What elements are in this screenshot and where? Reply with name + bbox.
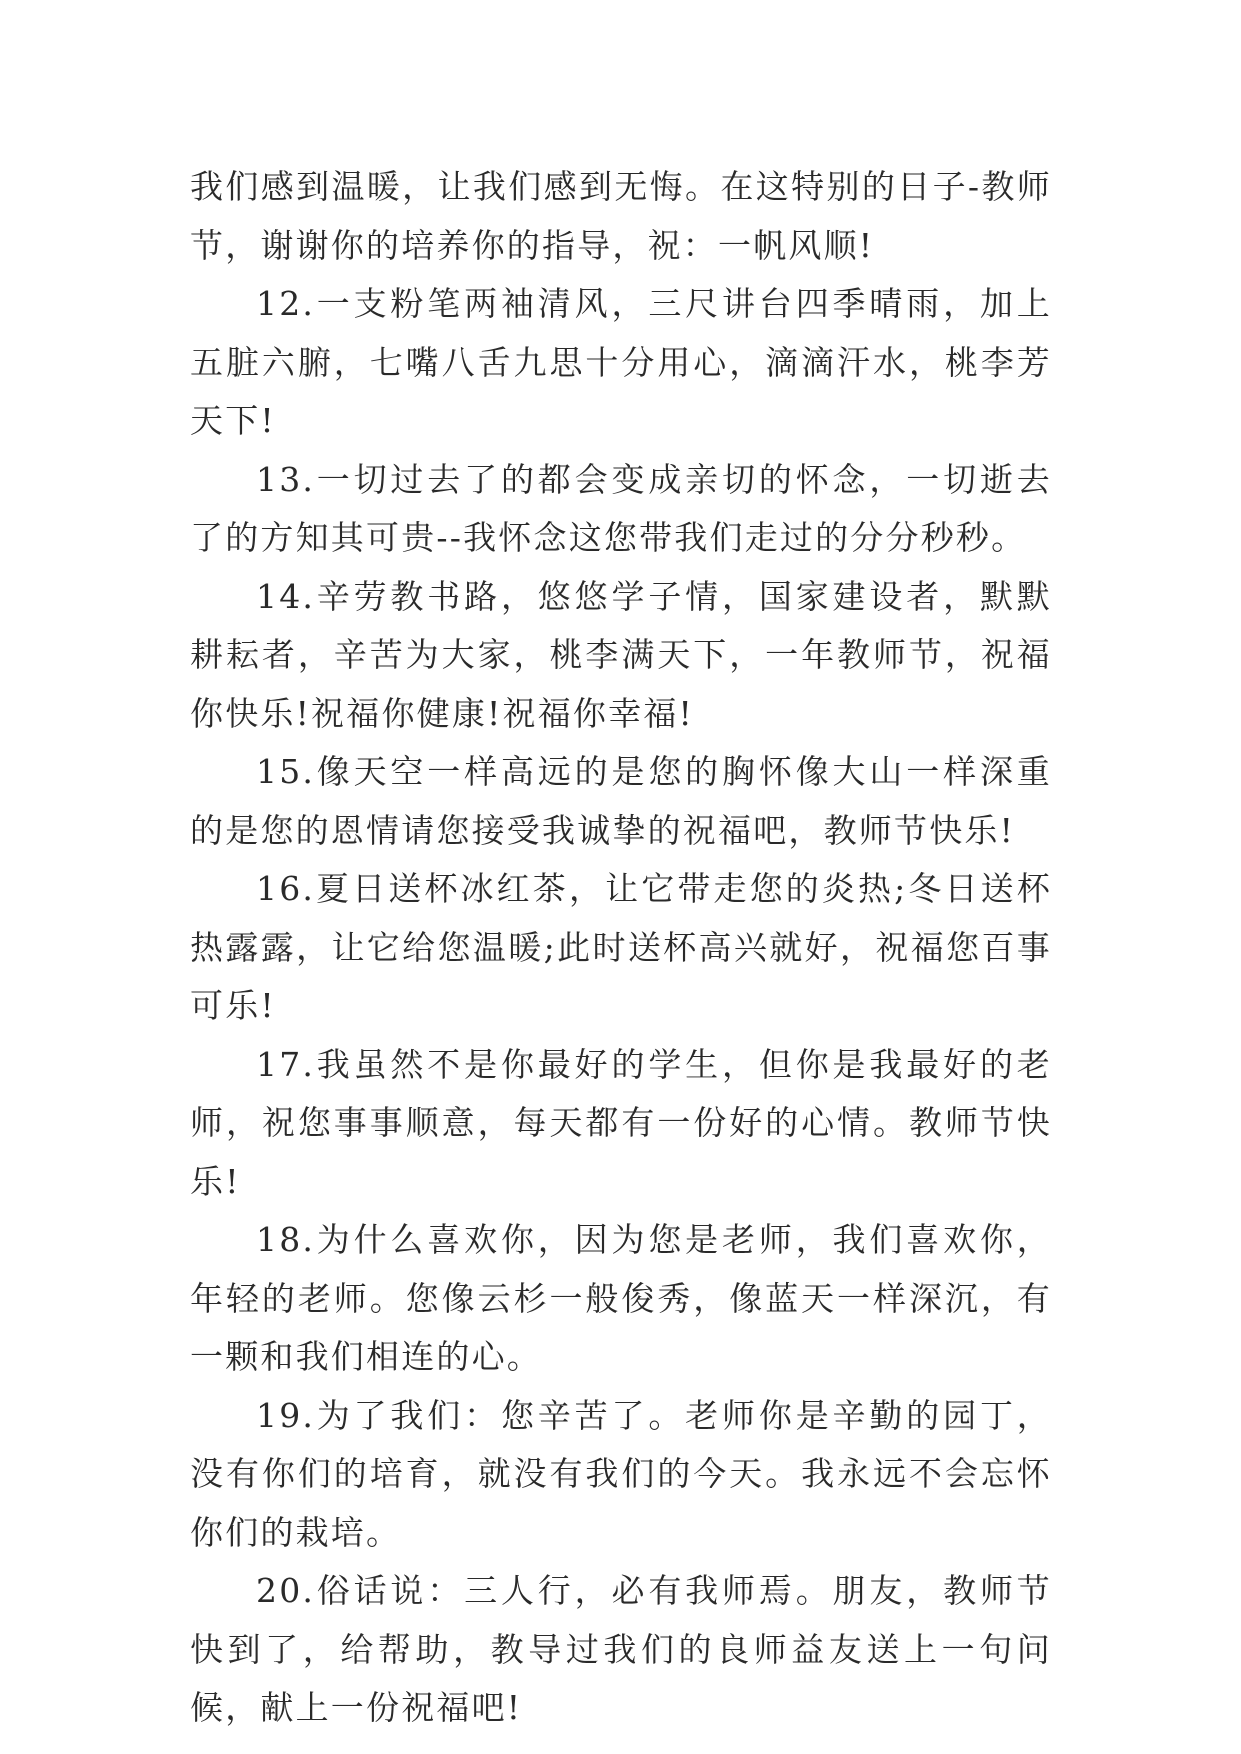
paragraph-continued: 我们感到温暖，让我们感到无悔。在这特别的日子-教师节，谢谢你的培养你的指导，祝：一帆风顺! — [190, 167, 1052, 265]
paragraph-12: 12.一支粉笔两袖清风，三尺讲台四季晴雨，加上五脏六腑，七嘴八舌九思十分用心，滴滴汗水，桃李芳天下! — [190, 284, 1052, 440]
paragraph-18: 18.为什么喜欢你，因为您是老师，我们喜欢你，年轻的老师。您像云杉一般俊秀，像蓝天一样深沉，有一颗和我们相连的心。 — [190, 1220, 1052, 1376]
paragraph-17: 17.我虽然不是你最好的学生，但你是我最好的老师，祝您事事顺意，每天都有一份好的心情。教师节快乐! — [190, 1044, 1052, 1201]
paragraph-13: 13.一切过去了的都会变成亲切的怀念，一切逝去了的方知其可贵--我怀念这您带我们走过的分分秒秒。 — [190, 459, 1052, 557]
paragraph-14: 14.辛劳教书路，悠悠学子情，国家建设者，默默耕耘者，辛苦为大家，桃李满天下，一年教师节，祝福你快乐!祝福你健康!祝福你幸福! — [190, 576, 1052, 733]
paragraph-20: 20.俗话说：三人行，必有我师焉。朋友，教师节快到了，给帮助，教导过我们的良师益友送上一句问候，献上一份祝福吧! — [190, 1571, 1052, 1727]
paragraph-16: 16.夏日送杯冰红茶，让它带走您的炎热;冬日送杯热露露，让它给您温暖;此时送杯高兴就好，祝福您百事可乐! — [190, 869, 1052, 1025]
document-body — [190, 158, 1052, 1738]
paragraph-19: 19.为了我们：您辛苦了。老师你是辛勤的园丁，没有你们的培育，就没有我们的今天。我永远不会忘怀你们的栽培。 — [190, 1395, 1052, 1552]
paragraph-15: 15.像天空一样高远的是您的胸怀像大山一样深重的是您的恩情请您接受我诚挚的祝福吧，教师节快乐! — [190, 752, 1052, 850]
